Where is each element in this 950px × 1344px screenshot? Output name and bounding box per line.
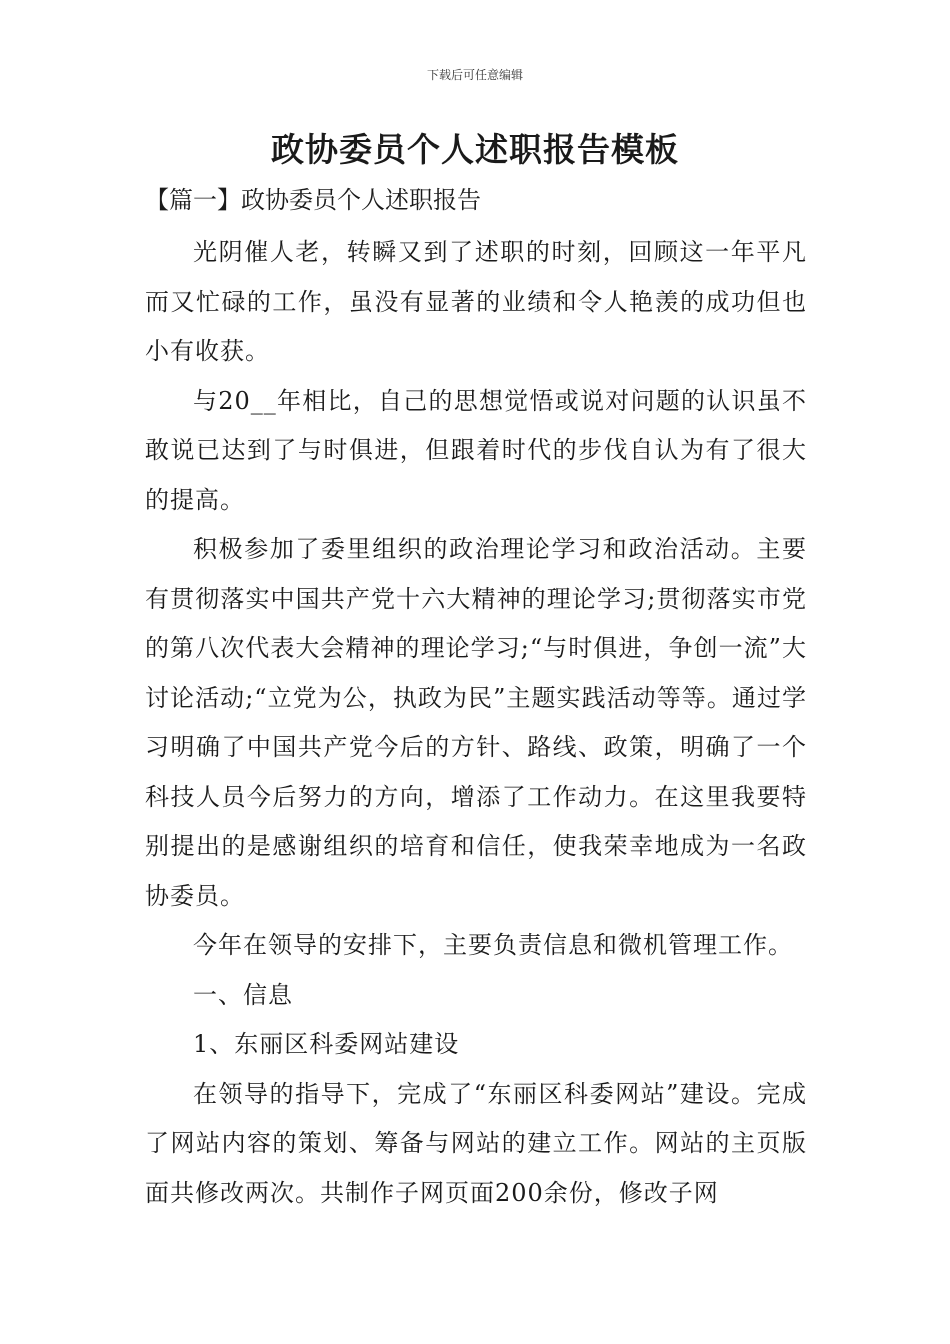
paragraph-intro: 光阴催人老，转瞬又到了述职的时刻，回顾这一年平凡而又忙碌的工作，虽没有显著的业绩和令人艳羡的成功但也小有收获。 [145,238,807,365]
paragraph-responsibilities: 今年在领导的安排下，主要负责信息和微机管理工作。 [193,931,793,959]
subheading-information: 一、信息 [193,980,293,1009]
paragraph-comparison: 与20__年相比，自己的思想觉悟或说对问题的认识虽不敢说已达到了与时俱进，但跟着时代的步伐自认为有了很大的提高。 [145,386,807,514]
paragraph-website-construction: 在领导的指导下，完成了“东丽区科委网站”建设。完成了网站内容的策划、筹备与网站的建立工作。网站的主页版面共修改两次。共制作子网页面200余份，修改子网 [145,1079,807,1207]
document-body [145,176,807,1218]
header-note: 下载后可任意编辑 [426,68,523,82]
paragraph-political-study: 积极参加了委里组织的政治理论学习和政治活动。主要有贯彻落实中国共产党十六大精神的理论学习;贯彻落实市党的第八次代表大会精神的理论学习;“与时俱进，争创一流”大讨论活动;“立党为公，执政为民”主题实践活动等等。通过学习明确了中国共产党今后的方针、路线、政策，明确了一个科技人员今后努力的方向，增添了工作动力。在这里我要特别提出的是感谢组织的培育和信任，使我荣幸地成为一名政协委员。 [145,535,807,910]
subheading-website: 1、东丽区科委网站建设 [193,1030,460,1058]
document-title: 政协委员个人述职报告模板 [271,130,679,169]
section-heading: 【篇一】政协委员个人述职报告 [145,186,481,214]
